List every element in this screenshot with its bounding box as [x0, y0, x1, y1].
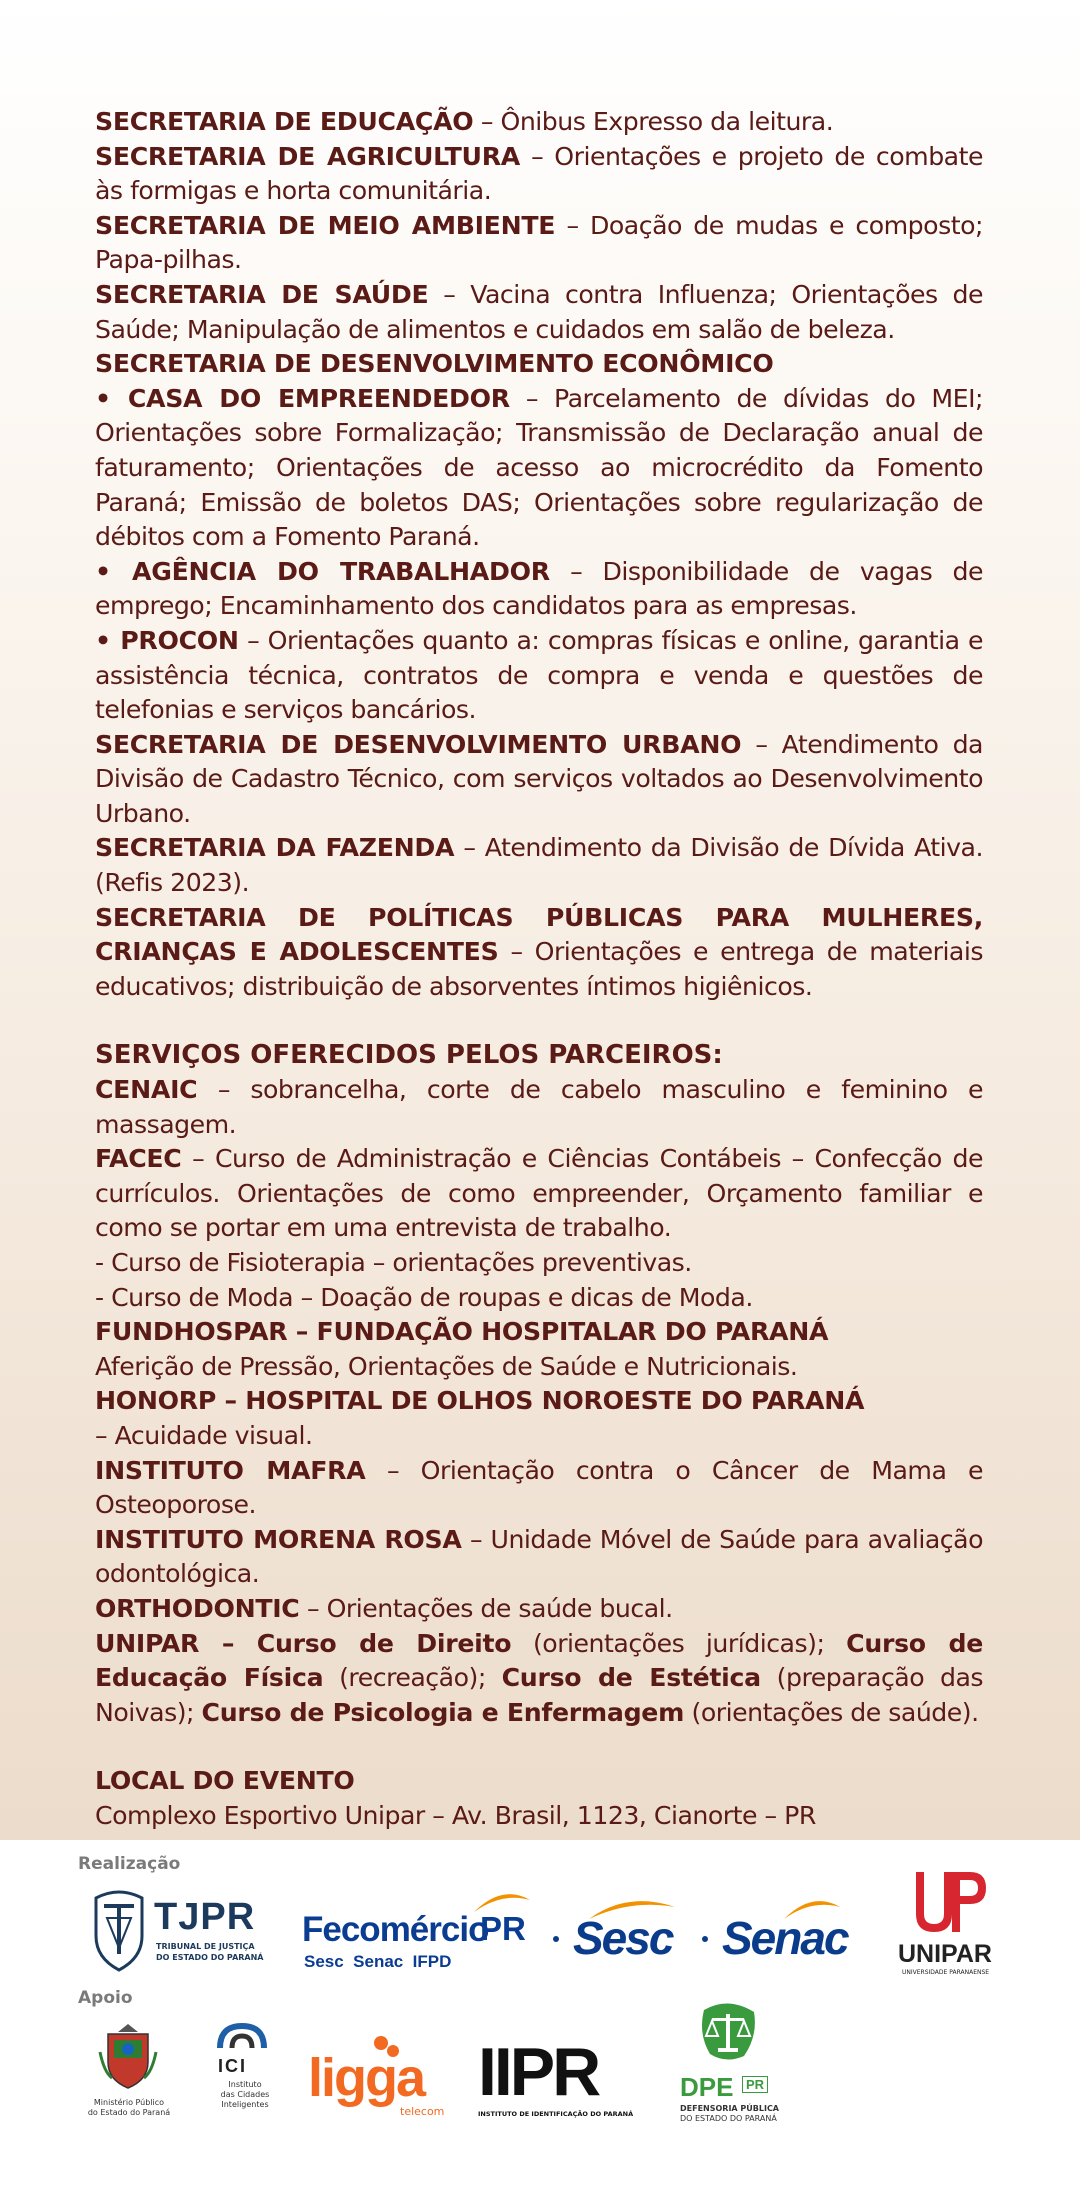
parceiro-item: [95, 1592, 983, 1627]
secretaria-item-text: – Ônibus Expresso da leitura.: [473, 107, 834, 136]
parceiro-item-title: HONORP – HOSPITAL DE OLHOS NOROESTE DO PARANÁ: [95, 1386, 865, 1416]
sesc-logo: Sesc: [573, 1895, 683, 1975]
secretaria-item-title: SECRETARIA DE EDUCAÇÃO: [95, 107, 474, 136]
tjpr-logo: TJPR TRIBUNAL DE JUSTIÇA DO ESTADO DO PARANÁ: [92, 1888, 262, 1978]
secretaria-item-text: – Atendimento da Divisão de Dívida Ativa. (Refis 2023).: [95, 833, 983, 898]
dpe-logo: DPE PR DEFENSORIA PÚBLICA DO ESTADO DO PARANÁ: [680, 2000, 790, 2130]
parceiros-list: [95, 1073, 983, 1627]
parceiro-item-text: – Orientações de saúde bucal.: [299, 1593, 673, 1623]
secretaria-item: [95, 347, 983, 382]
unipar-logo: UNIPAR UNIVERSIDADE PARANAENSE: [898, 1870, 1008, 1980]
fecomercio-logo: Fecomércio PR Sesc Senac IFPD: [302, 1890, 542, 1980]
parceiro-item: [95, 1523, 983, 1592]
unipar-emblem-icon: [912, 1870, 988, 1936]
parceiro-item-text: – Orientação contra o Câncer de Mama e Osteoporose.: [95, 1455, 983, 1520]
secretaria-item-text: – Orientações e projeto de combate às formigas e horta comunitária.: [95, 141, 983, 206]
secretaria-item-text: – Orientações quanto a: compras físicas e online, garantia e assistência técnica, contratos de compra e venda e questões de telefonias e serviços bancários.: [95, 625, 983, 725]
event-services-text: [95, 105, 983, 1834]
parceiro-item-text: – Acuidade visual.: [95, 1420, 313, 1450]
unipar-services: UNIPAR – Curso de Direito (orientações jurídicas); Curso de Educação Física (recreação); Curso de Estética (preparação das Noivas); Curso de Psicologia e Enfermagem (orientações de saúde).: [95, 1628, 983, 1727]
parceiro-item: [95, 1419, 983, 1454]
parceiro-item-title: INSTITUTO MORENA ROSA: [95, 1524, 462, 1554]
secretaria-item: [95, 105, 983, 140]
secretaria-item: [95, 278, 983, 347]
secretaria-item-title: • PROCON: [95, 625, 239, 655]
parceiro-item-title: FUNDHOSPAR – FUNDAÇÃO HOSPITALAR DO PARANÁ: [95, 1317, 829, 1347]
secretaria-item-title: SECRETARIA DE DESENVOLVIMENTO ECONÔMICO: [95, 349, 774, 379]
ici-emblem-icon: [216, 2022, 268, 2052]
ligga-logo: ligga telecom: [308, 2035, 458, 2120]
parceiro-item-title: CENAIC: [95, 1075, 198, 1105]
secretaria-item-title: • CASA DO EMPREENDEDOR: [95, 383, 510, 413]
ici-logo: ICI Instituto das Cidades Inteligentes: [206, 2022, 286, 2122]
parceiro-item-text: – sobrancelha, corte de cabelo masculino e feminino e massagem.: [95, 1075, 983, 1139]
secretaria-item: [95, 624, 983, 728]
parceiro-item: [95, 1384, 983, 1419]
secretaria-item: [95, 209, 983, 278]
dpe-scales-icon: [696, 2000, 760, 2064]
parceiro-item-text: - Curso de Moda – Doação de roupas e dicas de Moda.: [95, 1282, 753, 1312]
realizacao-label: Realização: [78, 1854, 181, 1874]
parceiro-item-text: – Unidade Móvel de Saúde para avaliação odontológica.: [95, 1524, 984, 1589]
tjpr-emblem-icon: [92, 1888, 146, 1972]
parceiro-item: [95, 1281, 983, 1316]
secretaria-item-title: SECRETARIA DE POLÍTICAS PÚBLICAS PARA MULHERES, CRIANÇAS E ADOLESCENTES: [95, 902, 983, 967]
parceiros-heading: SERVIÇOS OFERECIDOS PELOS PARCEIROS:: [95, 1040, 723, 1071]
secretaria-item-title: • AGÊNCIA DO TRABALHADOR: [95, 556, 550, 586]
fecomercio-swoosh-icon: [472, 1890, 532, 1916]
secretaria-item: [95, 382, 983, 555]
parceiro-item: [95, 1142, 983, 1246]
local-address: Complexo Esportivo Unipar – Av. Brasil, 1123, Cianorte – PR: [95, 1800, 816, 1830]
parceiro-item-title: INSTITUTO MAFRA: [95, 1455, 366, 1485]
secretaria-item-text: – Atendimento da Divisão de Cadastro Técnico, com serviços voltados ao Desenvolvimento Urbano.: [95, 729, 983, 828]
secretaria-item-title: SECRETARIA DA FAZENDA: [95, 833, 455, 863]
parceiro-item-title: ORTHODONTIC: [95, 1593, 300, 1623]
parceiro-item-text: – Curso de Administração e Ciências Contábeis – Confecção de currículos. Orientações de como empreender, Orçamento familiar e como se portar em uma entrevista de trabalho.: [95, 1144, 983, 1243]
secretaria-item-title: SECRETARIA DE SAÚDE: [95, 279, 429, 309]
footer-logos: [0, 1840, 1080, 2200]
parceiro-item-text: - Curso de Fisioterapia – orientações preventivas.: [95, 1248, 692, 1277]
local-heading: LOCAL DO EVENTO: [95, 1766, 355, 1796]
separator-dot: [702, 1936, 708, 1942]
secretaria-item: [95, 831, 983, 900]
parceiro-item: [95, 1454, 983, 1523]
secretaria-item-text: – Parcelamento de dívidas do MEI; Orientações sobre Formalização; Transmissão de Declaração anual de faturamento; Orientações de acesso ao microcrédito da Fomento Paraná; Emissão de boletos DAS; Orientações sobre regularização de débitos com a Fomento Paraná.: [95, 383, 983, 552]
secretaria-item-title: SECRETARIA DE DESENVOLVIMENTO URBANO: [95, 729, 742, 759]
secretaria-item: [95, 728, 983, 832]
separator-dot: [553, 1936, 559, 1942]
senac-logo: Senac: [722, 1895, 862, 1975]
secretarias-list: [95, 105, 983, 1004]
parceiro-item: [95, 1073, 983, 1142]
secretaria-item-text: – Orientações e entrega de materiais educativos; distribuição de absorventes íntimos higiênicos.: [95, 937, 983, 1001]
secretaria-item-text: – Disponibilidade de vagas de emprego; Encaminhamento dos candidatos para as empresas.: [95, 556, 983, 621]
parceiro-item-text: Aferição de Pressão, Orientações de Saúde e Nutricionais.: [95, 1351, 798, 1381]
secretaria-item: [95, 901, 983, 1005]
secretaria-item-text: – Doação de mudas e composto; Papa-pilhas.: [95, 210, 983, 275]
parceiro-item: [95, 1246, 983, 1281]
secretaria-item-text: – Vacina contra Influenza; Orientações de Saúde; Manipulação de alimentos e cuidados em salão de beleza.: [95, 279, 983, 344]
parceiro-item-title: FACEC: [95, 1144, 182, 1174]
secretaria-item-title: SECRETARIA DE MEIO AMBIENTE: [95, 210, 556, 240]
iipr-logo: IIPR INSTITUTO DE IDENTIFICAÇÃO DO PARANÁ: [478, 2034, 634, 2118]
coat-of-arms-icon: [98, 2022, 158, 2092]
parceiro-item: [95, 1315, 983, 1350]
parceiro-item: [95, 1350, 983, 1385]
secretaria-item-title: SECRETARIA DE AGRICULTURA: [95, 141, 520, 171]
secretaria-item: [95, 555, 983, 624]
secretaria-item: [95, 140, 983, 209]
apoio-label: Apoio: [78, 1988, 133, 2008]
ministerio-publico-logo: Ministério Público do Estado do Paraná: [84, 2022, 174, 2122]
